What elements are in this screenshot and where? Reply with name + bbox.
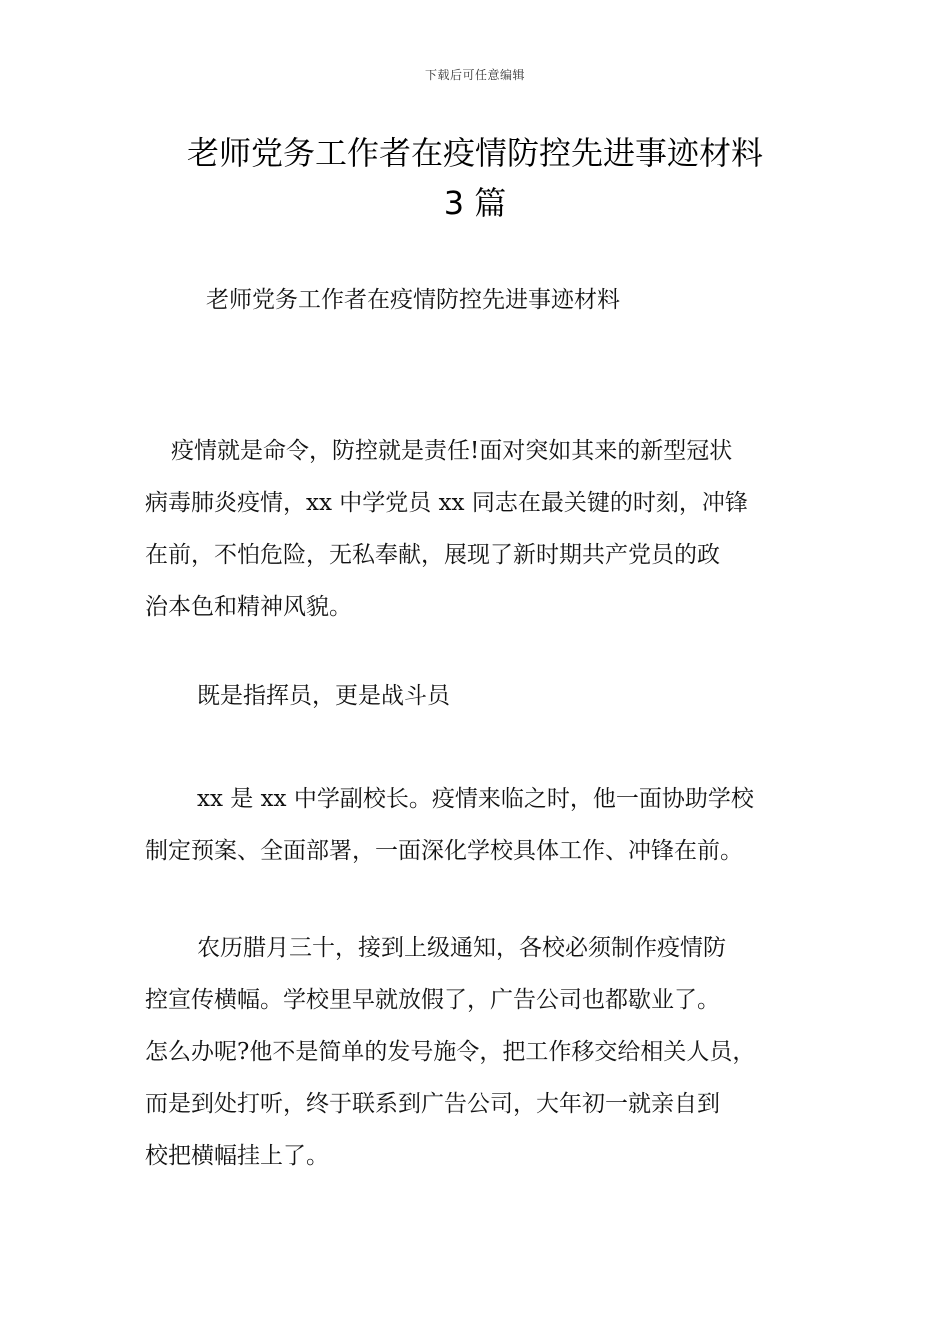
header-note: 下载后可任意编辑 xyxy=(424,68,525,82)
paragraph-line: 农历腊月三十，接到上级通知，各校必须制作疫情防 xyxy=(197,935,726,961)
paragraph-line: 怎么办呢?他不是简单的发号施令，把工作移交给相关人员， xyxy=(145,1039,756,1065)
paragraph-line: 既是指挥员，更是战斗员 xyxy=(197,683,450,709)
document-title xyxy=(100,128,850,228)
paragraph-line: 在前，不怕危险，无私奉献，展现了新时期共产党员的政 xyxy=(145,542,720,568)
document-title-line-1: 老师党务工作者在疫情防控先进事迹材料 xyxy=(186,134,763,172)
paragraph-line: 制定预案、全面部署，一面深化学校具体工作、冲锋在前。 xyxy=(145,838,743,864)
paragraph-line: 校把横幅挂上了。 xyxy=(145,1143,329,1169)
section-subtitle: 老师党务工作者在疫情防控先进事迹材料 xyxy=(206,287,620,313)
paragraph-intro xyxy=(145,425,815,633)
document-title-line-2: 3 篇 xyxy=(443,184,507,222)
paragraph-role xyxy=(145,773,815,877)
paragraph-line: 控宣传横幅。学校里早就放假了，广告公司也都歇业了。 xyxy=(145,987,720,1013)
section-heading xyxy=(145,670,815,722)
paragraph-line: 而是到处打听，终于联系到广告公司，大年初一就亲自到 xyxy=(145,1091,720,1117)
paragraph-line: 疫情就是命令，防控就是责任!面对突如其来的新型冠状 xyxy=(171,438,733,464)
paragraph-banner-story xyxy=(145,922,815,1182)
paragraph-line: xx 是 xx 中学副校长。疫情来临之时，他一面协助学校 xyxy=(197,786,754,812)
paragraph-line: 治本色和精神风貌。 xyxy=(145,594,352,620)
paragraph-line: 病毒肺炎疫情，xx 中学党员 xx 同志在最关键的时刻，冲锋 xyxy=(145,490,748,516)
